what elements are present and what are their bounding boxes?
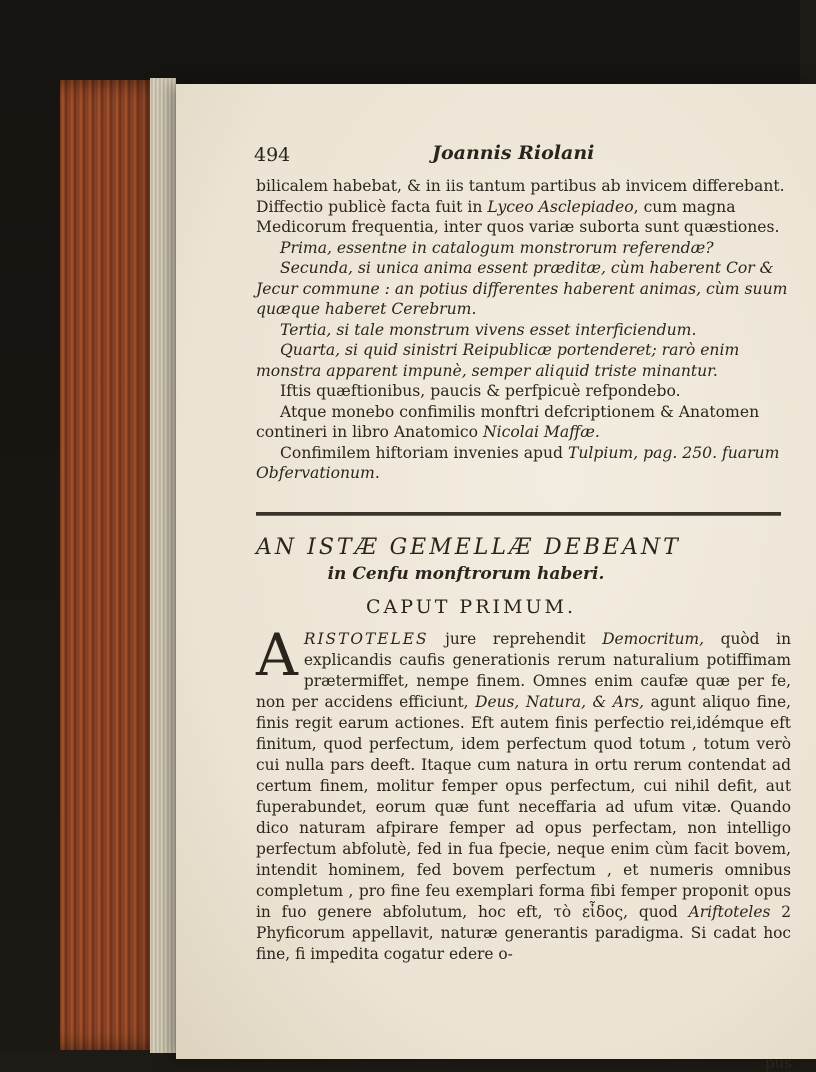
drop-cap: A [256,621,298,689]
paragraph: Atque monebo confimilis monftri defcriptionem & Anatomen contineri in libro Anatomico Nicolai Maffæ. [256,402,760,441]
question-4: Quarta, si quid sinistri Reipublicæ portenderet; rarò enim monstra apparent impunè, semper aliquid triste minantur. [256,341,740,380]
book-page [176,84,816,1072]
divider-rule [256,512,781,516]
chapter-body: ARISTOTELES jure reprehendit Democritum, quòd in explicandis caufis generationis rerum naturalium potiffimam prætermiffet, nempe finem. Omnes enim caufæ quæ per fe, non per accidens efficiunt, Deus, Natura, & Ars, agunt aliquo fine, finis regit earum actiones. Eft autem finis perfectio rei,idémque eft finitum, quod perfectum, idem perfectum quod totum , totum verò cui nulla pars deeft. Itaque cum natura in ortu rerum contendat ad certum finem, molitur femper opus perfectum, cui nihil defit, aut fuperabundet, eorum quæ funt neceffaria ad ufum vitæ. Quando dico naturam afpirare femper ad opus perfectam, non intelligo perfectum abfolutè, fed in fua fpecie, neque enim cùm facit bovem, intendit hominem, fed bovem perfectum , et numeris omnibus completum , pro fine feu exemplari forma fibi femper proponit opus in fuo genere abfolutum, hoc eft, τὸ εἶδος, quod Ariftoteles 2 Phyficorum appellavit, naturæ generantis paradigma. Si cadat hoc fine, fi impedita cogatur edere o- [256,621,791,963]
question-1: Prima, essentne in catalogum monstrorum referendæ? [280,238,714,257]
section-subtitle: in Cenfu monftrorum haberi. [327,564,605,584]
page-number: 494 [254,144,291,166]
chapter-heading: CAPUT PRIMUM. [366,595,576,618]
page-edges [150,78,176,1053]
paragraph: Iftis quæftionibus, paucis & perfpicuè refpondebo. [280,382,681,400]
running-title: Joannis Riolani [432,142,595,164]
catchword: pus [765,1054,792,1072]
question-3: Tertia, si tale monstrum vivens esset interficiendum. [280,320,697,339]
page-header [248,142,768,172]
paragraph: Confimilem hiftoriam invenies apud Tulpium, pag. 250. fuarum Obfervationum. [256,443,780,482]
section-title: AN ISTÆ GEMELLÆ DEBEANT [256,534,681,560]
paragraph: bilicalem habebat, & in iis tantum partibus ab invicem differebant. Diffectio publicè facta fuit in Lyceo Asclepiadeo, cum magna Medicorum frequentia, inter quos variæ suborta sunt quæstiones. [256,177,785,236]
page-text [256,176,801,965]
question-2: Secunda, si unica anima essent præditæ, cùm haberent Cor & Jecur commune : an potius differentes haberent animas, cùm suum quæque haberet Cerebrum. [256,259,788,318]
